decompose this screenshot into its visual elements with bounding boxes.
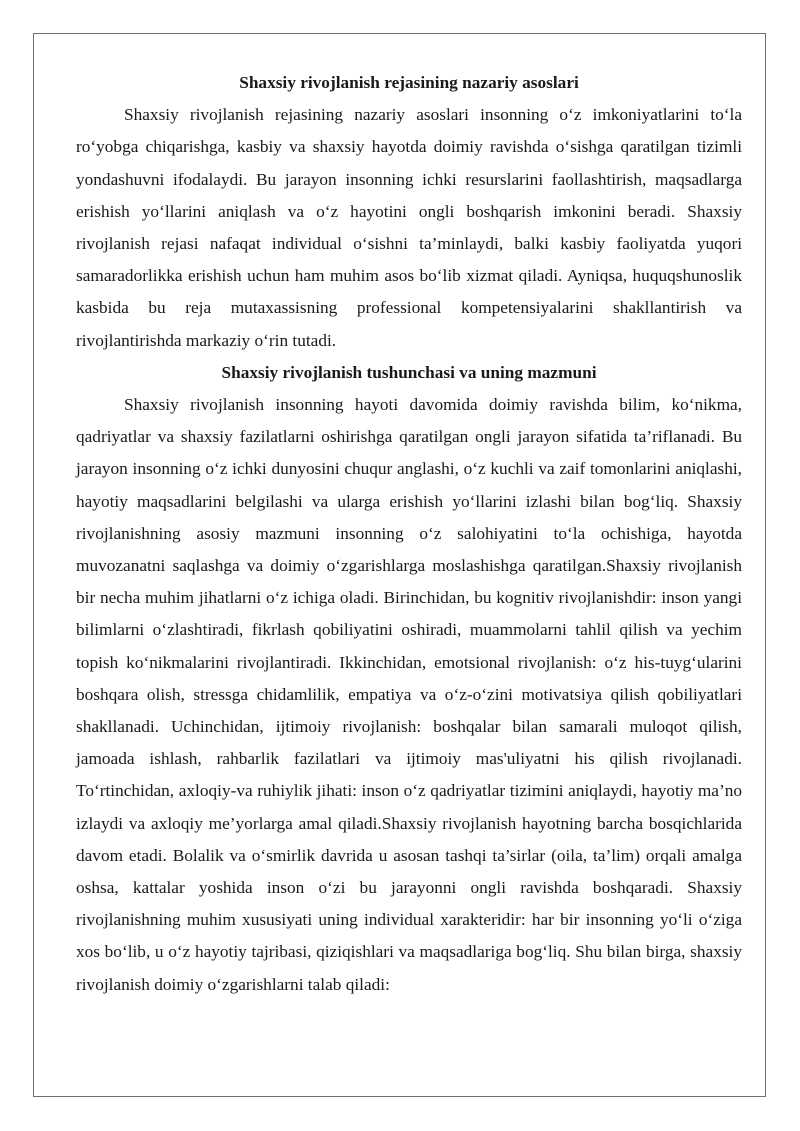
section-heading: Shaxsiy rivojlanish tushunchasi va uning mazmuni — [221, 362, 597, 382]
intro-paragraph: Shaxsiy rivojlanish rejasining nazariy asoslari insonning o‘z imkoniyatlarini to‘la ro‘yobga chiqarishga, kasbiy va shaxsiy hayotda doimiy ravishda o‘sishga qaratilgan tizimli yondashuvni ifodalaydi. Bu jarayon insonning ichki resurslarini faollashtirish, maqsadlarga erishish yo‘llarini aniqlash va o‘z hayotini ongli boshqarish imkonini beradi. Shaxsiy rivojlanish rejasi nafaqat individual o‘sishni ta’minlaydi, balki kasbiy faoliyatda yuqori samaradorlikka erishish uchun ham muhim asos bo‘lib xizmat qiladi. Ayniqsa, huquqshunoslik kasbida bu reja mutaxassisning professional kompetensiyalarini shakllantirish va rivojlantirishda markaziy o‘rin tutadi. — [76, 105, 742, 350]
document-body — [76, 73, 742, 1001]
section-paragraph: Shaxsiy rivojlanish insonning hayoti davomida doimiy ravishda bilim, ko‘nikma, qadriyatlar va shaxsiy fazilatlarni oshirishga qaratilgan ongli jarayon sifatida ta’riflanadi. Bu jarayon insonning o‘z ichki dunyosini chuqur anglashi, o‘z kuchli va zaif tomonlarini aniqlashi, hayotiy maqsadlarini belgilashi va ularga erishish yo‘llarini izlashi bilan bog‘liq. Shaxsiy rivojlanishning asosiy mazmuni insonning o‘z salohiyatini to‘la ochishiga, hayotda muvozanatni saqlashga va doimiy o‘zgarishlarga moslashishga qaratilgan.Shaxsiy rivojlanish bir necha muhim jihatlarni o‘z ichiga oladi. Birinchidan, bu kognitiv rivojlanishdir: inson yangi bilimlarni o‘zlashtiradi, fikrlash qobiliyatini oshiradi, muammolarni tahlil qilish va yechim topish ko‘nikmalarini rivojlantiradi. Ikkinchidan, emotsional rivojlanish: o‘z his-tuyg‘ularini boshqara olish, stressga chidamlilik, empatiya va o‘z-o‘zini motivatsiya qilish qobiliyatlari shakllanadi. Uchinchidan, ijtimoiy rivojlanish: boshqalar bilan samarali muloqot qilish, jamoada ishlash, rahbarlik fazilatlari va ijtimoiy mas'uliyatni his qilish rivojlanadi. To‘rtinchidan, axloqiy-va ruhiylik jihati: inson o‘z qadriyatlar tizimini aniqlaydi, hayotiy ma’no izlaydi va axloqiy me’yorlarga amal qiladi.Shaxsiy rivojlanish hayotning barcha bosqichlarida davom etadi. Bolalik va o‘smirlik davrida u asosan tashqi ta’sirlar (oila, ta’lim) orqali amalga oshsa, kattalar yoshida inson o‘zi bu jarayonni ongli ravishda boshqaradi. Shaxsiy rivojlanishning muhim xususiyati uning individual xarakteridir: har bir insonning yo‘li o‘ziga xos bo‘lib, u o‘z hayotiy tajribasi, qiziqishlari va maqsadlariga bog‘liq. Shu bilan birga, shaxsiy rivojlanish doimiy o‘zgarishlarni talab qiladi: — [76, 395, 742, 994]
document-title: Shaxsiy rivojlanish rejasining nazariy asoslari — [239, 73, 579, 92]
